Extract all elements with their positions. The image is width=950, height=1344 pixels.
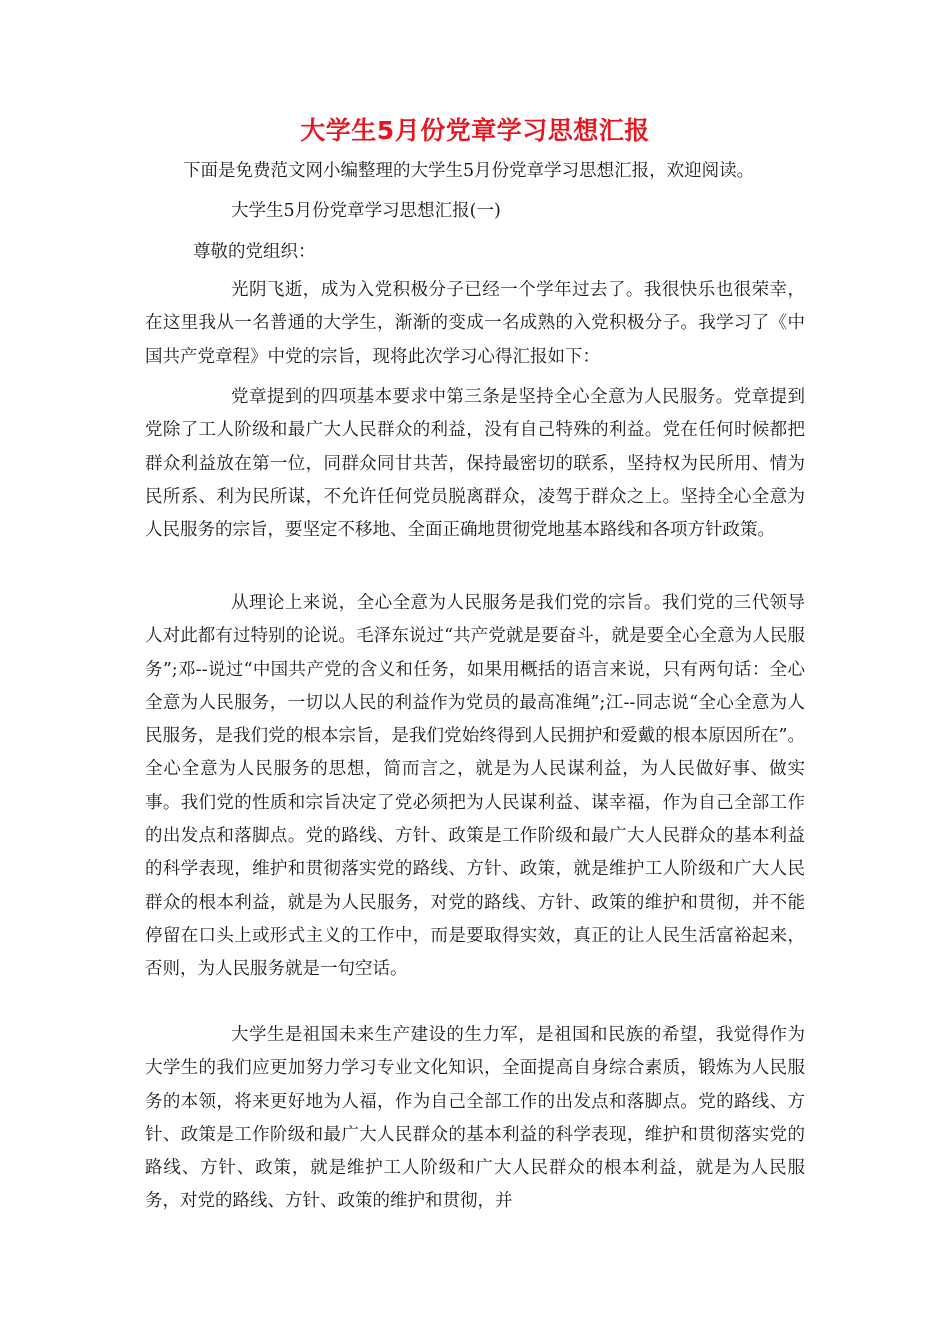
paragraph: 党章提到的四项基本要求中第三条是坚持全心全意为人民服务。党章提到党除了工人阶级和最广大人民群众的利益，没有自己特殊的利益。党在任何时候都把群众利益放在第一位，同群众同甘共苦，保持最密切的联系，坚持权为民所用、情为民所系、利为民所谋，不允许任何党员脱离群众，凌驾于群众之上。坚持全心全意为人民服务的宗旨，要坚定不移地、全面正确地贯彻党地基本路线和各项方针政策。 (145, 387, 805, 541)
salutation: 尊敬的党组织： (193, 242, 316, 262)
intro-text: 下面是免费范文网小编整理的大学生5月份党章学习思想汇报，欢迎阅读。 (183, 161, 755, 181)
paragraph: 光阴飞逝，成为入党积极分子已经一个学年过去了。我很快乐也很荣幸，在这里我从一名普通的大学生，渐渐的变成一名成熟的入党积极分子。我学习了《中国共产党章程》中党的宗旨，现将此次学习心得汇报如下： (145, 280, 805, 367)
paragraph: 从理论上来说，全心全意为人民服务是我们党的宗旨。我们党的三代领导人对此都有过特别的论说。毛泽东说过“共产党就是要奋斗，就是要全心全意为人民服务”;邓--说过“中国共产党的含义和任务，如果用概括的语言来说，只有两句话：全心全意为人民服务，一切以人民的利益作为党员的最高准绳”;江--同志说“全心全意为人民服务，是我们党的根本宗旨，是我们党始终得到人民拥护和爱戴的根本原因所在”。全心全意为人民服务的思想，简而言之，就是为人民谋利益，为人民做好事、做实事。我们党的性质和宗旨决定了党必须把为人民谋利益、谋幸福，作为自己全部工作的出发点和落脚点。党的路线、方针、政策是工作阶级和最广大人民群众的基本利益的科学表现，维护和贯彻落实党的路线、方针、政策，就是维护工人阶级和广大人民群众的根本利益，就是为人民服务，对党的路线、方针、政策的维护和贯彻，并不能停留在口头上或形式主义的工作中，而是要取得实效，真正的让人民生活富裕起来，否则，为人民服务就是一句空话。 (145, 593, 805, 980)
document-title: 大学生5月份党章学习思想汇报 (300, 116, 650, 145)
paragraph: 大学生是祖国未来生产建设的生力军，是祖国和民族的希望，我觉得作为大学生的我们应更加努力学习专业文化知识，全面提高自身综合素质，锻炼为人民服务的本领，将来更好地为人福，作为自己全部工作的出发点和落脚点。党的路线、方针、政策是工作阶级和最广大人民群众的基本利益的科学表现，维护和贯彻落实党的路线、方针、政策，就是维护工人阶级和广大人民群众的根本利益，就是为人民服务，对党的路线、方针、政策的维护和贯彻，并 (145, 1025, 805, 1212)
section-heading: 大学生5月份党章学习思想汇报(一) (231, 201, 501, 221)
